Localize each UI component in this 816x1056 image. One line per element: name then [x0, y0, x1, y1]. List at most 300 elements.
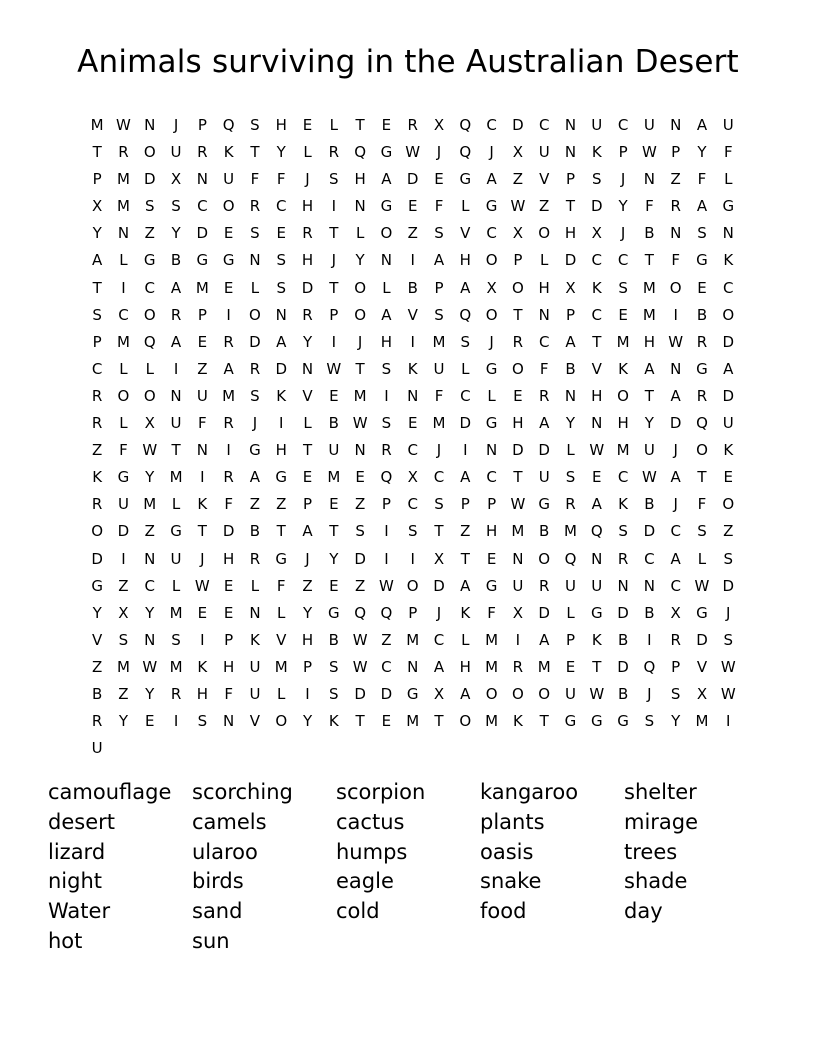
grid-letter: C — [486, 116, 497, 134]
grid-letter: M — [485, 657, 499, 676]
grid-letter: E — [407, 414, 418, 433]
grid-letter: D — [222, 522, 235, 541]
grid-letter: T — [92, 278, 102, 297]
grid-letter: H — [275, 116, 287, 134]
grid-letter: Q — [380, 603, 393, 622]
grid-letter: S — [276, 278, 286, 297]
grid-letter: T — [171, 441, 181, 460]
grid-letter: Z — [92, 657, 103, 676]
grid-letter: Z — [354, 495, 366, 514]
grid-letter: L — [119, 359, 128, 378]
grid-letter: K — [197, 657, 208, 676]
grid-letter: I — [726, 712, 731, 731]
grid-letter: B — [249, 522, 261, 541]
grid-letter: U — [249, 684, 261, 703]
grid-letter: W — [194, 576, 210, 595]
grid-letter: C — [486, 468, 497, 487]
grid-letter: N — [407, 657, 419, 676]
grid-letter: T — [434, 712, 444, 731]
grid-letter: D — [538, 603, 550, 622]
grid-letter: M — [116, 197, 130, 216]
grid-letter: A — [381, 305, 392, 324]
grid-letter: W — [720, 657, 736, 676]
grid-letter: O — [538, 224, 551, 243]
grid-letter: F — [276, 576, 286, 595]
grid-letter: S — [434, 224, 444, 243]
grid-letter: E — [697, 278, 707, 297]
grid-letter: Z — [197, 359, 208, 378]
grid-letter: X — [433, 684, 445, 703]
grid-letter: D — [591, 197, 603, 216]
grid-letter: D — [564, 251, 577, 270]
grid-letter: Y — [355, 251, 365, 270]
grid-letter: T — [329, 522, 339, 541]
grid-letter: Q — [459, 305, 472, 324]
grid-letter: N — [485, 441, 498, 460]
grid-letter: S — [723, 630, 734, 649]
grid-letter: B — [565, 359, 576, 378]
grid-letter: O — [696, 441, 708, 460]
grid-letter: T — [434, 522, 444, 541]
grid-letter: I — [121, 278, 126, 297]
grid-letter: D — [433, 576, 445, 595]
grid-letter: X — [486, 278, 497, 297]
grid-letter: H — [617, 414, 629, 433]
grid-letter: C — [433, 468, 445, 487]
grid-letter: N — [512, 549, 524, 568]
grid-letter: G — [590, 712, 603, 731]
grid-letter: B — [644, 603, 655, 622]
grid-letter: T — [513, 468, 523, 487]
grid-letter: Y — [618, 197, 628, 216]
grid-letter: I — [331, 197, 337, 216]
grid-letter: R — [696, 332, 708, 351]
grid-letter: N — [354, 197, 366, 216]
grid-letter: N — [617, 576, 629, 595]
grid-letter: C — [407, 441, 418, 460]
grid-letter: T — [539, 712, 549, 731]
grid-letter: R — [170, 305, 182, 324]
grid-letter: H — [301, 197, 314, 216]
grid-letter: P — [224, 630, 234, 649]
grid-letter: G — [380, 197, 393, 216]
word-list-item: ularoo — [192, 839, 258, 864]
grid-letter: A — [302, 522, 313, 541]
grid-letter: H — [354, 170, 366, 189]
grid-letter: W — [641, 468, 657, 487]
grid-letter: P — [92, 332, 102, 351]
grid-letter: Y — [671, 712, 681, 731]
grid-letter: A — [696, 197, 708, 216]
grid-letter: I — [331, 332, 337, 351]
grid-letter: R — [696, 386, 708, 405]
grid-letter: I — [305, 684, 310, 703]
grid-letter: N — [223, 712, 235, 731]
grid-letter: A — [539, 630, 550, 649]
grid-letter: N — [591, 549, 603, 568]
grid-letter: I — [121, 549, 126, 568]
grid-letter: W — [116, 116, 131, 134]
grid-letter: T — [513, 305, 523, 324]
grid-letter: N — [670, 224, 682, 243]
grid-letter: D — [117, 522, 130, 541]
grid-letter: G — [722, 197, 735, 216]
grid-letter: Z — [354, 576, 366, 595]
word-list-item: lizard — [48, 839, 106, 864]
grid-letter: R — [512, 332, 524, 351]
grid-letter: K — [723, 441, 734, 460]
grid-letter: A — [381, 170, 392, 189]
grid-letter: P — [434, 278, 444, 297]
grid-letter: X — [512, 603, 524, 622]
grid-letter: T — [92, 143, 102, 162]
grid-letter: N — [249, 603, 261, 622]
grid-letter: S — [697, 522, 707, 541]
grid-letter: F — [276, 170, 286, 189]
grid-letter: O — [722, 305, 735, 324]
grid-letter: G — [459, 170, 472, 189]
grid-letter: C — [144, 576, 155, 595]
grid-letter: C — [197, 197, 208, 216]
word-list-item: kangaroo — [480, 780, 579, 804]
grid-letter: D — [696, 630, 708, 649]
grid-letter: G — [564, 712, 577, 731]
grid-letter: E — [197, 603, 208, 622]
grid-letter: W — [720, 684, 736, 703]
grid-letter: A — [486, 170, 497, 189]
grid-letter: M — [695, 712, 709, 731]
grid-letter: P — [381, 495, 391, 514]
grid-letter: E — [276, 224, 286, 243]
grid-letter: F — [198, 414, 207, 433]
grid-letter: E — [223, 278, 234, 297]
grid-letter: R — [670, 630, 681, 649]
grid-letter: N — [591, 414, 603, 433]
grid-letter: N — [564, 116, 577, 134]
grid-letter: E — [565, 657, 576, 676]
grid-letter: O — [511, 359, 524, 378]
grid-letter: D — [91, 549, 103, 568]
grid-letter: X — [591, 224, 602, 243]
grid-letter: H — [538, 278, 550, 297]
grid-letter: M — [90, 116, 104, 134]
word-search-grid — [84, 112, 741, 762]
grid-letter: E — [618, 305, 628, 324]
grid-letter: E — [302, 468, 313, 487]
grid-letter: Q — [222, 116, 235, 134]
grid-letter: O — [143, 143, 156, 162]
grid-letter: M — [642, 278, 656, 297]
grid-letter: M — [537, 657, 551, 676]
grid-letter: C — [486, 224, 497, 243]
grid-letter: E — [223, 603, 234, 622]
grid-letter: T — [329, 278, 339, 297]
grid-letter: N — [144, 630, 156, 649]
grid-letter: H — [643, 332, 656, 351]
grid-letter: K — [328, 712, 339, 731]
grid-letter: J — [620, 170, 626, 189]
grid-letter: F — [539, 359, 549, 378]
grid-letter: J — [357, 332, 363, 351]
grid-letter: C — [617, 251, 629, 270]
grid-letter: N — [196, 441, 208, 460]
grid-letter: G — [538, 495, 550, 514]
grid-letter: U — [433, 359, 445, 378]
grid-letter: A — [670, 549, 681, 568]
grid-letter: D — [669, 414, 682, 433]
grid-letter: Z — [144, 522, 155, 541]
grid-letter: T — [302, 441, 313, 460]
grid-letter: V — [539, 170, 550, 189]
grid-letter: Q — [459, 116, 472, 134]
grid-letter: W — [352, 414, 368, 433]
grid-letter: P — [197, 305, 207, 324]
grid-letter: S — [118, 630, 129, 649]
grid-letter: D — [196, 224, 209, 243]
grid-letter: O — [459, 712, 472, 731]
grid-letter: O — [143, 305, 156, 324]
grid-letter: C — [381, 657, 392, 676]
grid-letter: L — [487, 386, 496, 405]
grid-letter: M — [432, 414, 446, 433]
grid-letter: A — [433, 251, 445, 270]
grid-letter: D — [512, 116, 524, 134]
grid-letter: M — [353, 386, 367, 405]
grid-letter: G — [485, 197, 498, 216]
grid-letter: S — [250, 116, 260, 134]
grid-letter: V — [276, 630, 287, 649]
grid-letter: H — [301, 630, 314, 649]
grid-letter: Q — [643, 657, 656, 676]
grid-letter: A — [591, 495, 602, 514]
grid-letter: D — [380, 684, 393, 703]
grid-letter: S — [329, 170, 339, 189]
grid-letter: P — [565, 305, 576, 324]
grid-letter: I — [463, 441, 468, 460]
grid-letter: M — [169, 603, 183, 622]
grid-letter: T — [329, 224, 339, 243]
grid-letter: J — [620, 224, 626, 243]
grid-letter: E — [145, 712, 155, 731]
grid-letter: A — [723, 359, 734, 378]
grid-letter: M — [511, 522, 525, 541]
grid-letter: P — [460, 495, 470, 514]
grid-letter: H — [275, 441, 287, 460]
grid-letter: S — [355, 522, 365, 541]
grid-letter: W — [352, 657, 368, 676]
grid-letter: U — [196, 386, 208, 405]
word-list-item: shelter — [624, 780, 697, 804]
grid-letter: D — [722, 386, 735, 405]
grid-letter: D — [249, 332, 261, 351]
grid-letter: Q — [143, 332, 156, 351]
grid-letter: O — [91, 522, 104, 541]
grid-letter: T — [355, 712, 365, 731]
grid-letter: I — [673, 305, 678, 324]
grid-letter: J — [331, 251, 337, 270]
grid-letter: K — [591, 143, 602, 162]
grid-letter: T — [250, 143, 260, 162]
grid-letter: J — [436, 603, 442, 622]
grid-letter: L — [724, 170, 733, 189]
grid-letter: E — [329, 576, 339, 595]
grid-letter: L — [145, 359, 154, 378]
grid-letter: X — [92, 197, 103, 216]
grid-letter: E — [592, 468, 602, 487]
grid-letter: E — [223, 224, 234, 243]
word-list-item: camouflage — [48, 780, 172, 804]
grid-letter: X — [696, 684, 708, 703]
grid-letter: P — [513, 251, 523, 270]
grid-letter: T — [276, 522, 286, 541]
grid-letter: G — [222, 251, 235, 270]
grid-letter: U — [91, 739, 103, 758]
grid-letter: D — [301, 278, 314, 297]
grid-letter: S — [697, 224, 707, 243]
grid-letter: J — [726, 603, 731, 622]
grid-letter: G — [406, 684, 419, 703]
grid-letter: R — [381, 441, 392, 460]
grid-letter: Z — [539, 197, 550, 216]
word-list-item: snake — [480, 869, 542, 894]
word-list-item: oasis — [480, 839, 534, 864]
grid-letter: H — [591, 386, 603, 405]
grid-letter: L — [566, 441, 575, 460]
grid-letter: G — [696, 359, 708, 378]
grid-letter: W — [589, 684, 605, 703]
grid-letter: Z — [249, 495, 261, 514]
grid-letter: S — [329, 684, 339, 703]
grid-letter: N — [249, 251, 261, 270]
grid-letter: Z — [276, 495, 287, 514]
grid-letter: L — [461, 359, 470, 378]
grid-letter: K — [276, 386, 287, 405]
grid-letter: S — [670, 684, 681, 703]
grid-letter: F — [723, 143, 733, 162]
grid-letter: Z — [144, 224, 155, 243]
grid-letter: D — [275, 359, 287, 378]
grid-letter: G — [275, 468, 288, 487]
grid-letter: L — [540, 251, 549, 270]
grid-letter: W — [510, 197, 526, 216]
grid-letter: U — [117, 495, 129, 514]
grid-letter: B — [328, 630, 339, 649]
grid-letter: P — [303, 657, 313, 676]
grid-letter: T — [197, 522, 207, 541]
grid-letter: S — [434, 305, 444, 324]
grid-letter: L — [566, 603, 575, 622]
grid-letter: D — [459, 414, 472, 433]
grid-letter: H — [196, 684, 208, 703]
grid-letter: A — [460, 684, 471, 703]
grid-letter: N — [144, 549, 156, 568]
word-list-item: food — [480, 899, 527, 924]
grid-letter: G — [249, 441, 261, 460]
grid-letter: A — [670, 386, 681, 405]
grid-letter: W — [668, 332, 684, 351]
grid-letter: H — [459, 251, 471, 270]
grid-letter: X — [512, 224, 524, 243]
grid-letter: T — [355, 116, 365, 134]
grid-letter: T — [565, 197, 576, 216]
grid-letter: N — [564, 143, 577, 162]
grid-letter: L — [355, 224, 365, 243]
grid-letter: J — [647, 684, 652, 703]
grid-letter: B — [539, 522, 550, 541]
grid-letter: C — [591, 251, 603, 270]
grid-letter: Y — [145, 468, 155, 487]
grid-letter: J — [489, 332, 494, 351]
grid-letter: E — [381, 116, 392, 134]
grid-letter: F — [434, 197, 444, 216]
grid-letter: L — [250, 278, 260, 297]
grid-letter: M — [616, 441, 630, 460]
grid-letter: R — [302, 224, 313, 243]
grid-letter: S — [723, 549, 734, 568]
grid-letter: S — [434, 495, 444, 514]
grid-letter: J — [305, 549, 310, 568]
grid-letter: I — [173, 359, 179, 378]
grid-letter: B — [644, 495, 655, 514]
grid-letter: Q — [564, 549, 577, 568]
grid-letter: W — [694, 576, 710, 595]
grid-letter: B — [407, 278, 418, 297]
grid-letter: S — [92, 305, 102, 324]
grid-letter: S — [250, 224, 260, 243]
grid-letter: N — [196, 170, 208, 189]
word-list-item: humps — [336, 839, 408, 864]
grid-letter: S — [171, 630, 181, 649]
word-list-item: shade — [624, 869, 688, 894]
grid-letter: K — [618, 495, 628, 514]
grid-letter: I — [226, 441, 231, 460]
grid-letter: U — [223, 170, 235, 189]
grid-letter: B — [644, 224, 655, 243]
grid-letter: K — [618, 359, 628, 378]
grid-letter: Y — [276, 143, 286, 162]
grid-letter: R — [538, 576, 550, 595]
grid-letter: U — [722, 116, 734, 134]
grid-letter: W — [142, 657, 158, 676]
grid-letter: E — [355, 468, 365, 487]
grid-letter: K — [250, 630, 260, 649]
grid-letter: H — [512, 414, 524, 433]
grid-letter: E — [723, 468, 734, 487]
grid-letter: R — [223, 332, 234, 351]
grid-letter: I — [200, 468, 205, 487]
word-list-item: cold — [336, 899, 380, 924]
grid-letter: T — [644, 386, 654, 405]
grid-letter: P — [671, 657, 681, 676]
grid-letter: X — [512, 143, 524, 162]
grid-letter: N — [170, 386, 182, 405]
grid-letter: K — [223, 143, 234, 162]
grid-letter: N — [380, 251, 393, 270]
grid-letter: G — [91, 576, 103, 595]
grid-letter: B — [170, 251, 182, 270]
grid-letter: S — [197, 712, 208, 731]
grid-letter: R — [118, 143, 129, 162]
grid-letter: P — [329, 305, 339, 324]
grid-letter: K — [512, 712, 523, 731]
grid-letter: S — [644, 712, 655, 731]
grid-letter: G — [696, 603, 708, 622]
grid-letter: L — [277, 603, 286, 622]
grid-letter: A — [670, 468, 681, 487]
grid-letter: U — [565, 684, 576, 703]
grid-letter: C — [591, 305, 603, 324]
grid-letter: W — [510, 495, 526, 514]
